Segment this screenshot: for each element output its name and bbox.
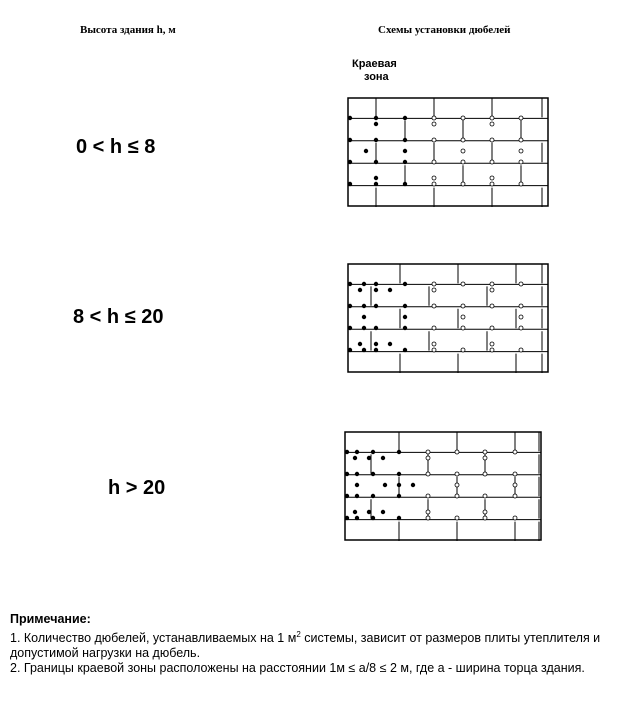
- field-dowel: [461, 348, 465, 352]
- edge-zone-dowel: [345, 494, 349, 498]
- wall-outline: [348, 264, 548, 372]
- field-dowel: [432, 348, 436, 352]
- field-dowel: [426, 510, 430, 514]
- wall-outline: [348, 98, 548, 206]
- edge-zone-dowel: [374, 182, 378, 186]
- edge-zone-dowel: [362, 282, 366, 286]
- edge-zone-dowel: [355, 494, 359, 498]
- field-dowel: [519, 116, 523, 120]
- field-dowel: [426, 516, 430, 520]
- field-dowel: [519, 326, 523, 330]
- edge-zone-dowel: [353, 510, 357, 514]
- edge-zone-dowel: [371, 472, 375, 476]
- field-dowel: [432, 326, 436, 330]
- edge-zone-dowel: [403, 348, 407, 352]
- edge-zone-dowel: [367, 456, 371, 460]
- dowel-scheme-3: [343, 430, 543, 542]
- edge-zone-dowel: [374, 348, 378, 352]
- condition-row-1: 0 < h ≤ 8: [76, 136, 156, 158]
- edge-zone-dowel: [381, 510, 385, 514]
- dowel-scheme-2: [346, 262, 550, 374]
- edge-zone-dowel: [371, 450, 375, 454]
- field-dowel: [432, 182, 436, 186]
- field-dowel: [455, 494, 459, 498]
- field-dowel: [513, 483, 517, 487]
- field-dowel: [461, 282, 465, 286]
- field-dowel: [455, 483, 459, 487]
- edge-zone-dowel: [355, 472, 359, 476]
- field-dowel: [432, 176, 436, 180]
- edge-zone-dowel: [355, 450, 359, 454]
- edge-zone-dowel: [388, 288, 392, 292]
- edge-zone-dowel: [362, 315, 366, 319]
- field-dowel: [490, 348, 494, 352]
- field-dowel: [461, 315, 465, 319]
- edge-zone-dowel: [353, 456, 357, 460]
- edge-zone-dowel: [403, 315, 407, 319]
- edge-zone-dowel: [397, 450, 401, 454]
- condition-row-2: 8 < h ≤ 20: [73, 306, 164, 328]
- field-dowel: [483, 450, 487, 454]
- field-dowel: [461, 326, 465, 330]
- edge-zone-dowel: [374, 342, 378, 346]
- field-dowel: [461, 182, 465, 186]
- edge-zone-dowel: [345, 450, 349, 454]
- edge-zone-dowel: [403, 149, 407, 153]
- edge-zone-dowel: [403, 182, 407, 186]
- edge-zone-dowel: [397, 494, 401, 498]
- edge-zone-label: [352, 58, 397, 84]
- edge-zone-dowel: [397, 483, 401, 487]
- edge-zone-dowel: [374, 160, 378, 164]
- note-block: [10, 612, 610, 676]
- note-item-1-sup: 2: [296, 630, 301, 639]
- field-dowel: [461, 304, 465, 308]
- field-dowel: [483, 510, 487, 514]
- edge-zone-dowel: [345, 472, 349, 476]
- edge-zone-dowel: [355, 483, 359, 487]
- edge-zone-dowel: [348, 160, 352, 164]
- field-dowel: [490, 326, 494, 330]
- note-item-2: 2. Границы краевой зоны расположены на расстоянии 1м ≤ a/8 ≤ 2 м, где а - ширина торца здания.: [10, 661, 585, 676]
- field-dowel: [519, 282, 523, 286]
- edge-zone-label-line1: Краевая: [352, 58, 397, 70]
- edge-zone-dowel: [403, 304, 407, 308]
- field-dowel: [432, 122, 436, 126]
- edge-zone-dowel: [345, 516, 349, 520]
- note-item-1-text-a: 1. Количество дюбелей, устанавливаемых на 1 м: [10, 631, 297, 646]
- field-dowel: [513, 494, 517, 498]
- edge-zone-dowel: [381, 456, 385, 460]
- field-dowel: [432, 304, 436, 308]
- edge-zone-dowel: [371, 516, 375, 520]
- edge-zone-dowel: [348, 116, 352, 120]
- field-dowel: [519, 149, 523, 153]
- edge-zone-dowel: [367, 510, 371, 514]
- note-item-1: [10, 627, 610, 661]
- edge-zone-dowel: [383, 483, 387, 487]
- edge-zone-dowel: [371, 494, 375, 498]
- field-dowel: [490, 288, 494, 292]
- field-dowel: [483, 456, 487, 460]
- field-dowel: [461, 149, 465, 153]
- field-dowel: [490, 160, 494, 164]
- field-dowel: [490, 342, 494, 346]
- field-dowel: [519, 138, 523, 142]
- field-dowel: [461, 138, 465, 142]
- field-dowel: [519, 304, 523, 308]
- field-dowel: [432, 342, 436, 346]
- field-dowel: [432, 160, 436, 164]
- field-dowel: [483, 516, 487, 520]
- field-dowel: [432, 288, 436, 292]
- field-dowel: [432, 116, 436, 120]
- condition-row-3: h > 20: [108, 477, 166, 499]
- note-item-1-text-b: системы, зависит от размеров плиты утеплителя и допустимой нагрузки на дюбель.: [10, 631, 601, 661]
- field-dowel: [490, 176, 494, 180]
- field-dowel: [490, 116, 494, 120]
- edge-zone-dowel: [348, 348, 352, 352]
- edge-zone-dowel: [348, 304, 352, 308]
- edge-zone-dowel: [348, 326, 352, 330]
- edge-zone-dowel: [362, 326, 366, 330]
- field-dowel: [513, 450, 517, 454]
- height-column-header: Высота здания h, м: [80, 24, 176, 36]
- field-dowel: [490, 182, 494, 186]
- edge-zone-dowel: [403, 116, 407, 120]
- field-dowel: [483, 472, 487, 476]
- edge-zone-dowel: [374, 122, 378, 126]
- edge-zone-dowel: [362, 304, 366, 308]
- field-dowel: [455, 472, 459, 476]
- edge-zone-dowel: [358, 342, 362, 346]
- edge-zone-dowel: [374, 138, 378, 142]
- field-dowel: [519, 160, 523, 164]
- field-dowel: [455, 450, 459, 454]
- edge-zone-dowel: [374, 288, 378, 292]
- field-dowel: [426, 494, 430, 498]
- edge-zone-dowel: [348, 138, 352, 142]
- edge-zone-dowel: [355, 516, 359, 520]
- field-dowel: [426, 450, 430, 454]
- field-dowel: [519, 182, 523, 186]
- note-title: Примечание:: [10, 612, 91, 626]
- edge-zone-dowel: [397, 472, 401, 476]
- field-dowel: [519, 315, 523, 319]
- edge-zone-dowel: [374, 282, 378, 286]
- edge-zone-dowel: [374, 116, 378, 120]
- edge-zone-dowel: [403, 160, 407, 164]
- field-dowel: [490, 138, 494, 142]
- edge-zone-dowel: [374, 304, 378, 308]
- wall-outline: [345, 432, 541, 540]
- field-dowel: [483, 494, 487, 498]
- edge-zone-dowel: [358, 288, 362, 292]
- edge-zone-dowel: [388, 342, 392, 346]
- field-dowel: [490, 282, 494, 286]
- field-dowel: [490, 122, 494, 126]
- edge-zone-dowel: [403, 282, 407, 286]
- field-dowel: [432, 282, 436, 286]
- edge-zone-dowel: [364, 149, 368, 153]
- dowel-scheme-1: [346, 96, 550, 208]
- field-dowel: [455, 516, 459, 520]
- field-dowel: [461, 160, 465, 164]
- edge-zone-dowel: [374, 176, 378, 180]
- field-dowel: [426, 456, 430, 460]
- schemes-column-header: Схемы установки дюбелей: [378, 24, 511, 36]
- edge-zone-dowel: [348, 182, 352, 186]
- edge-zone-label-line2: зона: [364, 71, 389, 83]
- field-dowel: [513, 472, 517, 476]
- field-dowel: [519, 348, 523, 352]
- field-dowel: [461, 116, 465, 120]
- field-dowel: [490, 304, 494, 308]
- edge-zone-dowel: [397, 516, 401, 520]
- edge-zone-dowel: [403, 138, 407, 142]
- field-dowel: [432, 138, 436, 142]
- edge-zone-dowel: [411, 483, 415, 487]
- edge-zone-dowel: [374, 326, 378, 330]
- edge-zone-dowel: [362, 348, 366, 352]
- edge-zone-dowel: [403, 326, 407, 330]
- field-dowel: [426, 472, 430, 476]
- edge-zone-dowel: [348, 282, 352, 286]
- field-dowel: [513, 516, 517, 520]
